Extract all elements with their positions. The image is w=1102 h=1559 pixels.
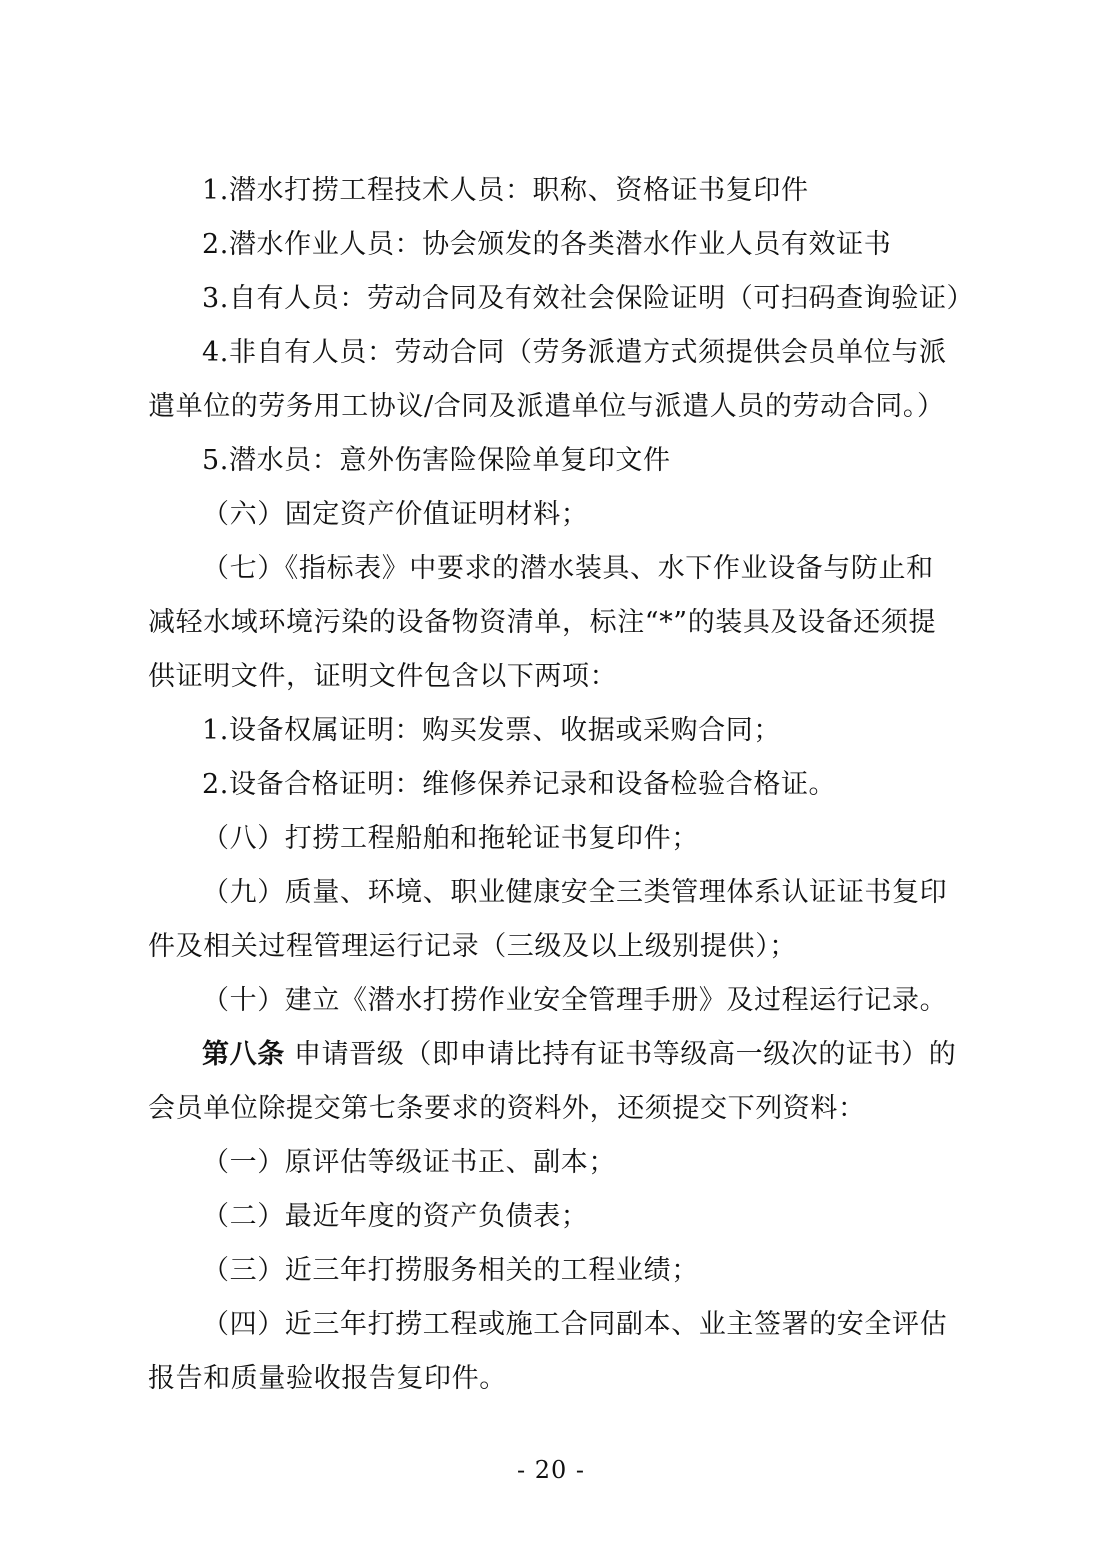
page-number: - 20 - — [516, 1456, 585, 1484]
text-line: （十）建立《潜水打捞作业安全管理手册》及过程运行记录。 — [202, 985, 948, 1016]
text-line: （一）原评估等级证书正、副本； — [202, 1147, 616, 1178]
article-8-line — [148, 1028, 1032, 1082]
text-line: 4.非自有人员：劳动合同（劳务派遣方式须提供会员单位与派 — [202, 337, 947, 368]
text-line: 报告和质量验收报告复印件。 — [148, 1363, 507, 1394]
text-line: 2.潜水作业人员：协会颁发的各类潜水作业人员有效证书 — [202, 229, 892, 260]
text-line: 会员单位除提交第七条要求的资料外，还须提交下列资料： — [148, 1093, 866, 1124]
text-line: 5.潜水员：意外伤害险保险单复印文件 — [202, 445, 671, 476]
text-line: 减轻水域环境污染的设备物资清单，标注“*”的装具及设备还须提 — [148, 607, 937, 638]
text-line: 3.自有人员：劳动合同及有效社会保险证明（可扫码查询验证） — [202, 283, 975, 314]
text-line: 1.设备权属证明：购买发票、收据或采购合同； — [202, 715, 781, 746]
text-line: （四）近三年打捞工程或施工合同副本、业主签署的安全评估 — [202, 1309, 948, 1340]
text-line: 1.潜水打捞工程技术人员：职称、资格证书复印件 — [202, 175, 809, 206]
text-line: （七）《指标表》中要求的潜水装具、水下作业设备与防止和 — [202, 553, 934, 584]
article-8-text: 申请晋级（即申请比持有证书等级高一级次的证书）的 — [294, 1039, 957, 1070]
text-line: 遣单位的劳务用工协议/合同及派遣单位与派遣人员的劳动合同。） — [148, 391, 945, 422]
article-8-heading: 第八条 — [202, 1039, 285, 1070]
text-line: （八）打捞工程船舶和拖轮证书复印件； — [202, 823, 699, 854]
text-line: 2.设备合格证明：维修保养记录和设备检验合格证。 — [202, 769, 837, 800]
text-line: 供证明文件，证明文件包含以下两项： — [148, 661, 618, 692]
text-line: 件及相关过程管理运行记录（三级及以上级别提供）； — [148, 931, 797, 962]
text-line: （三）近三年打捞服务相关的工程业绩； — [202, 1255, 699, 1286]
text-line: （二）最近年度的资产负债表； — [202, 1201, 589, 1232]
text-line: （六）固定资产价值证明材料； — [202, 499, 589, 530]
text-line: （九）质量、环境、职业健康安全三类管理体系认证证书复印 — [202, 877, 948, 908]
